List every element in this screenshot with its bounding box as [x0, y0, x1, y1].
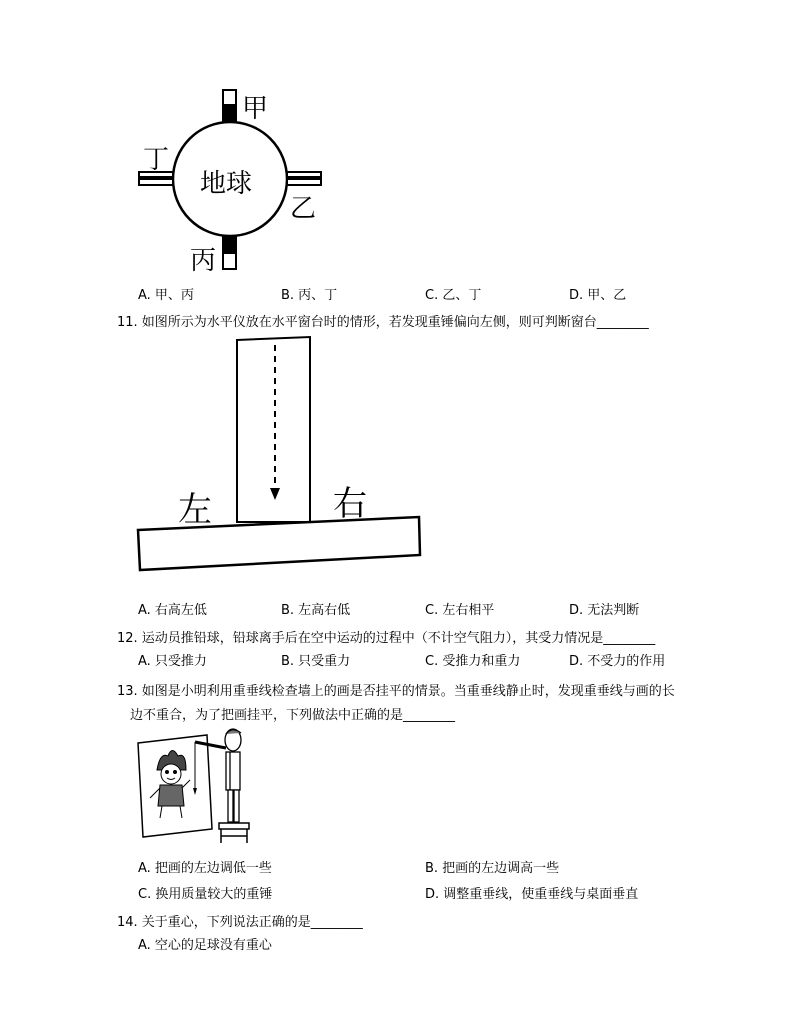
q10-option-c: C. 乙、丁	[425, 288, 482, 303]
q13-option-b: B. 把画的左边调高一些	[425, 861, 560, 876]
q12-option-d: D. 不受力的作用	[569, 654, 666, 669]
q14-stem: 14. 关于重心，下列说法正确的是________	[117, 915, 363, 930]
label-right: 右	[333, 484, 367, 524]
q10-option-a: A. 甲、丙	[138, 288, 194, 303]
label-ding: 丁	[143, 145, 170, 175]
person-figure	[225, 729, 241, 822]
q12-option-b: B. 只受重力	[281, 654, 351, 669]
label-yi: 乙	[290, 194, 317, 224]
q11-option-d: D. 无法判断	[569, 603, 640, 618]
q12-option-c: C. 受推力和重力	[425, 654, 521, 669]
q11-option-b: B. 左高右低	[281, 603, 351, 618]
q11-stem: 11. 如图所示为水平仪放在水平窗台时的情形，若发现重锤偏向左侧，则可判断窗台________	[117, 315, 649, 330]
q13-stem-line1: 13. 如图是小明利用重垂线检查墙上的画是否挂平的情景。当重垂线静止时，发现重垂线与画的长	[117, 684, 675, 699]
q13-option-c: C. 换用质量较大的重锤	[138, 887, 273, 902]
q12-stem: 12. 运动员推铅球，铅球离手后在空中运动的过程中（不计空气阻力），其受力情况是________	[117, 631, 656, 646]
label-jia: 甲	[242, 94, 269, 124]
q12-option-a: A. 只受推力	[138, 654, 207, 669]
q13-option-d: D. 调整重垂线，使重垂线与桌面垂直	[425, 887, 639, 902]
q10-option-d: D. 甲、乙	[569, 288, 627, 303]
q10-option-b: B. 丙、丁	[281, 288, 338, 303]
label-left: 左	[178, 490, 212, 530]
q11-option-a: A. 右高左低	[138, 603, 207, 618]
label-bing: 丙	[190, 246, 217, 276]
q13-option-a: A. 把画的左边调低一些	[138, 861, 272, 876]
q14-option-a: A. 空心的足球没有重心	[138, 938, 272, 953]
stool	[219, 823, 249, 829]
q11-option-c: C. 左右相平	[425, 603, 495, 618]
q13-stem-line2: 边不重合，为了把画挂平，下列做法中正确的是________	[130, 708, 456, 723]
earth-label: 地球	[200, 169, 253, 199]
